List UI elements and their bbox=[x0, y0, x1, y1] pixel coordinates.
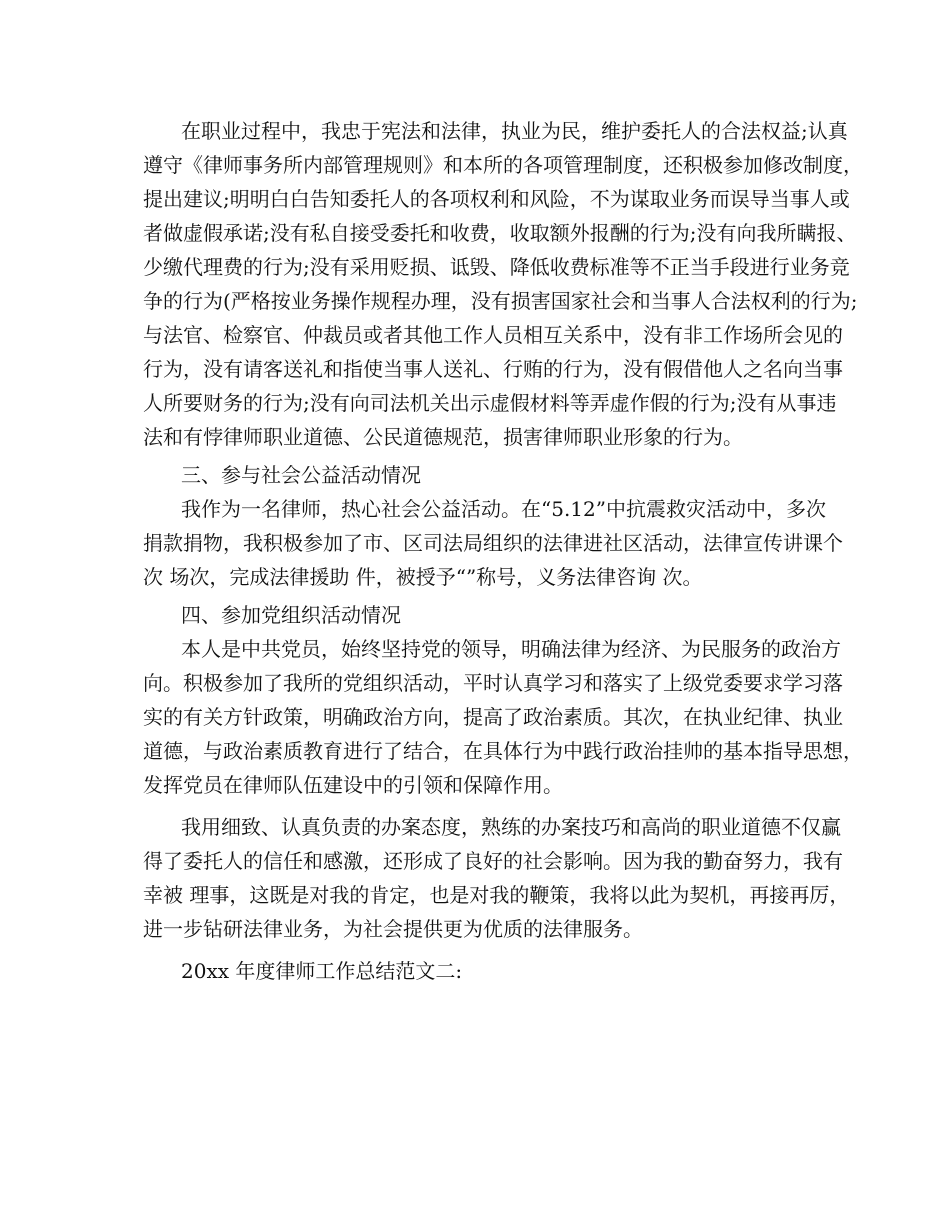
text-line: 人所要财务的行为;没有向司法机关出示虚假材料等弄虚作假的行为;没有从事违 bbox=[143, 391, 837, 415]
text-line: 行为，没有请客送礼和指使当事人送礼、行贿的行为，没有假借他人之名向当事 bbox=[143, 357, 843, 381]
text-line: 得了委托人的信任和感激，还形成了良好的社会影响。因为我的勤奋努力，我有 bbox=[143, 849, 843, 873]
heading-line: 四、参加党组织活动情况 bbox=[181, 603, 401, 627]
text-line: 进一步钻研法律业务，为社会提供更为优质的法律服务。 bbox=[143, 917, 643, 941]
text-line: 道德，与政治素质教育进行了结合，在具体行为中践行政治挂帅的基本指导思想， bbox=[143, 739, 863, 763]
text-line: 我用细致、认真负责的办案态度，熟练的办案技巧和高尚的职业道德不仅赢 bbox=[181, 815, 841, 839]
text-line: 提出建议;明明白白告知委托人的各项权利和风险，不为谋取业务而误导当事人或 bbox=[143, 187, 850, 211]
paragraph-party-activities bbox=[143, 632, 863, 802]
section-heading-party-activities bbox=[143, 598, 823, 632]
text-line: 与法官、检察官、仲裁员或者其他工作人员相互关系中，没有非工作场所会见的 bbox=[143, 323, 843, 347]
text-line: 争的行为(严格按业务操作规程办理，没有损害国家社会和当事人合法权利的行为; bbox=[143, 289, 858, 313]
text-line: 我作为一名律师，热心社会公益活动。在“5.12”中抗震救灾活动中，多次 bbox=[181, 497, 826, 521]
text-line: 向。积极参加了我所的党组织活动，平时认真学习和落实了上级党委要求学习落 bbox=[143, 671, 843, 695]
paragraph-public-welfare bbox=[143, 492, 843, 594]
text-line: 法和有悖律师职业道德、公民道德规范，损害律师职业形象的行为。 bbox=[143, 425, 743, 449]
text-line: 者做虚假承诺;没有私自接受委托和收费，收取额外报酬的行为;没有向我所瞒报、 bbox=[143, 221, 857, 245]
text-line: 实的有关方针政策，明确政治方向，提高了政治素质。其次，在执业纪律、执业 bbox=[143, 705, 843, 729]
paragraph-conclusion bbox=[143, 810, 850, 946]
document-body bbox=[143, 114, 863, 988]
text-line: 幸被 理事，这既是对我的肯定，也是对我的鞭策，我将以此为契机，再接再厉， bbox=[143, 883, 850, 907]
text-line: 本人是中共党员，始终坚持党的领导，明确法律为经济、为民服务的政治方 bbox=[181, 637, 841, 661]
heading-line: 三、参与社会公益活动情况 bbox=[181, 463, 421, 487]
text-line: 遵守《律师事务所内部管理规则》和本所的各项管理制度，还积极参加修改制度， bbox=[143, 153, 863, 177]
text-line: 少缴代理费的行为;没有采用贬损、诋毁、降低收费标准等不正当手段进行业务竞 bbox=[143, 255, 850, 279]
text-line: 在职业过程中，我忠于宪法和法律，执业为民，维护委托人的合法权益;认真 bbox=[181, 119, 848, 143]
text-line: 发挥党员在律师队伍建设中的引领和保障作用。 bbox=[143, 773, 563, 797]
text-line: 次 场次，完成法律援助 件，被授予“”称号，义务法律咨询 次。 bbox=[143, 565, 703, 589]
text-line: 捐款捐物，我积极参加了市、区司法局组织的法律进社区活动，法律宣传讲课个 bbox=[143, 531, 843, 555]
section-heading-public-welfare bbox=[143, 458, 823, 492]
paragraph-practice-conduct bbox=[143, 114, 863, 454]
sample-two-heading bbox=[143, 954, 823, 988]
heading-line: 20xx 年度律师工作总结范文二: bbox=[181, 959, 463, 983]
